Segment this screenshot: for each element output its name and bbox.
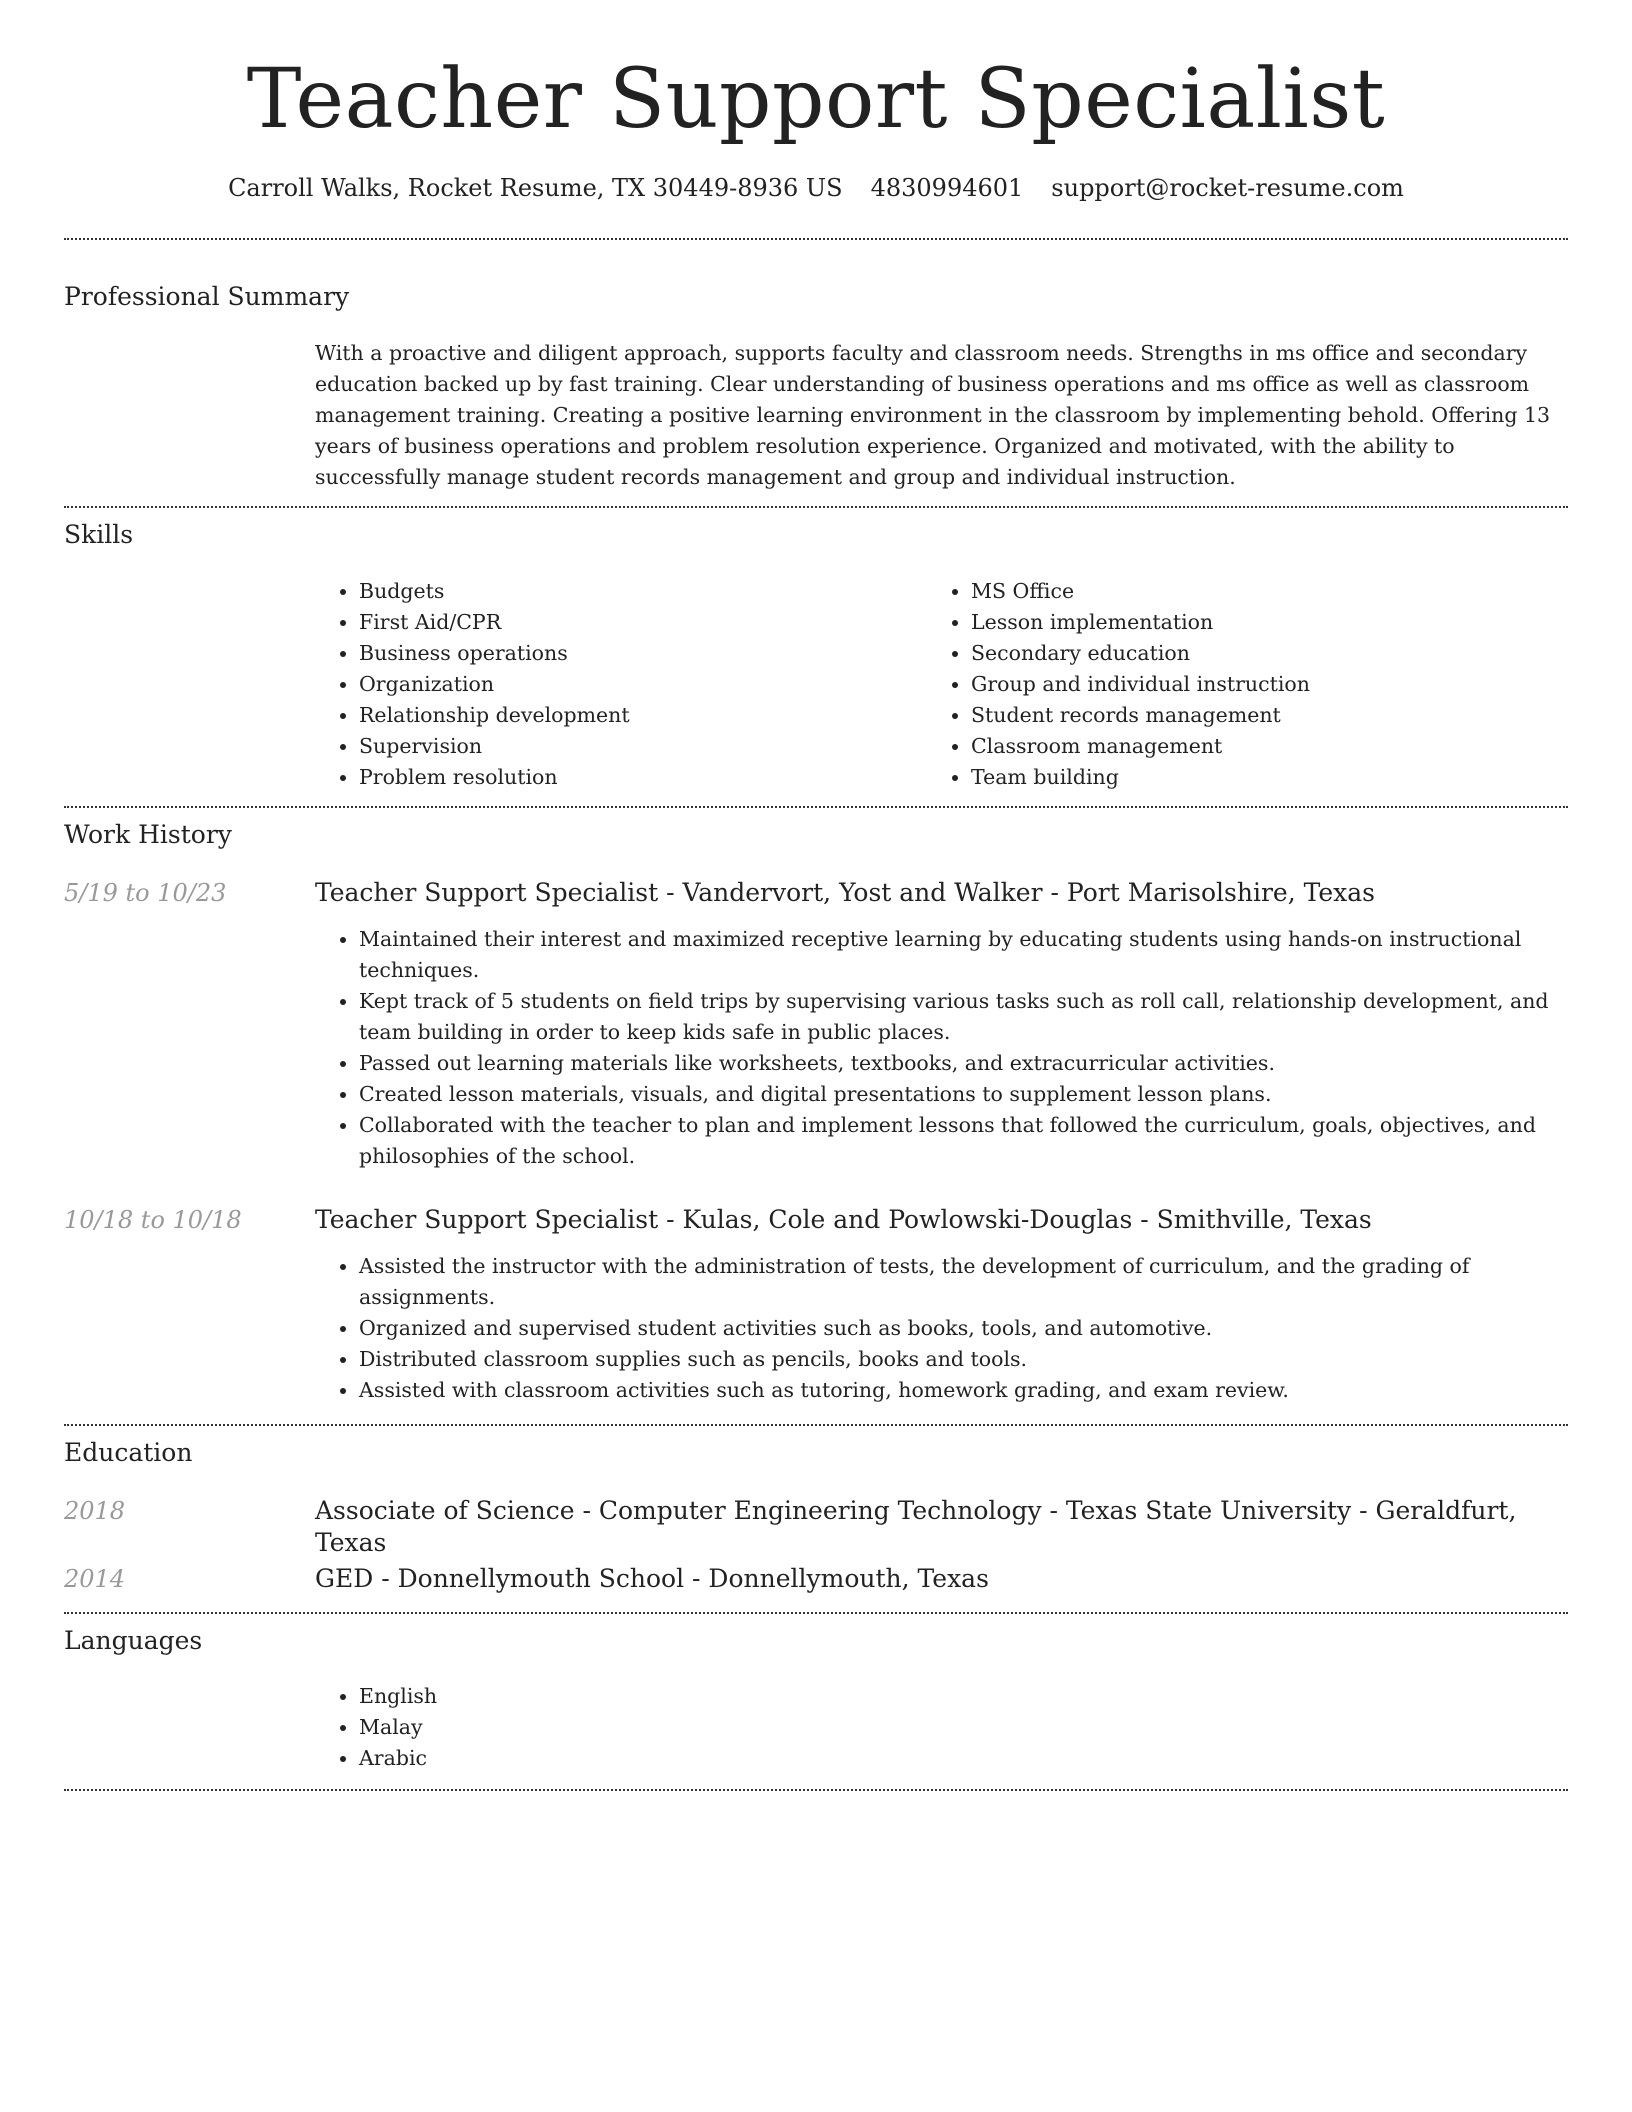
work-heading: Work History: [64, 820, 232, 849]
job-bullet: • Distributed classroom supplies such as pencils, books and tools.: [359, 1344, 1565, 1375]
languages-list: [315, 1681, 1565, 1774]
skill-item: • Business operations: [359, 638, 915, 669]
job-bullets: [315, 1251, 1565, 1406]
skills-heading: Skills: [64, 520, 134, 549]
education-year: 2018: [64, 1497, 126, 1525]
section-divider: [64, 1612, 1568, 1614]
job-bullet: • Created lesson materials, visuals, and digital presentations to supplement lesson plans.: [359, 1079, 1565, 1110]
contact-address: Carroll Walks, Rocket Resume, TX 30449-8936 US: [228, 174, 843, 202]
section-divider: [64, 1789, 1568, 1791]
language-item: • Arabic: [359, 1743, 1565, 1774]
job-bullet: • Assisted the instructor with the administration of tests, the development of curriculum, and the grading of assignments.: [359, 1251, 1565, 1313]
skill-item: • Student records management: [971, 700, 1527, 731]
skills-list-right: [927, 576, 1527, 793]
job-bullet: • Assisted with classroom activities such as tutoring, homework grading, and exam review.: [359, 1375, 1565, 1406]
job-dates: 5/19 to 10/23: [64, 879, 227, 907]
skill-item: • Supervision: [359, 731, 915, 762]
education-heading: Education: [64, 1438, 193, 1467]
summary-text: With a proactive and diligent approach, supports faculty and classroom needs. Strengths in ms office and secondary education backed up by fast training. Clear understanding of business operations and ms office as well as classroom management training. Creating a positive learning environment in the classroom by implementing behold. Offering 13 years of business operations and problem resolution experience. Organized and motivated, with the ability to successfully manage student records management and group and individual instruction.: [315, 341, 1551, 489]
job-bullet: • Collaborated with the teacher to plan and implement lessons that followed the curriculum, goals, objectives, and philosophies of the school.: [359, 1110, 1565, 1172]
education-entry: [315, 1563, 1565, 1595]
language-item: • English: [359, 1681, 1565, 1712]
contact-line: [0, 172, 1632, 204]
education-degree: Associate of Science - Computer Engineering Technology - Texas State University - Geraldfurt, Texas: [315, 1496, 1517, 1557]
education-year: 2014: [64, 1565, 126, 1593]
skill-item: • Group and individual instruction: [971, 669, 1527, 700]
language-item: • Malay: [359, 1712, 1565, 1743]
skill-item: • Team building: [971, 762, 1527, 793]
job-bullet: • Organized and supervised student activities such as books, tools, and automotive.: [359, 1313, 1565, 1344]
job-bullet: • Passed out learning materials like worksheets, textbooks, and extracurricular activities.: [359, 1048, 1565, 1079]
job-dates: 10/18 to 10/18: [64, 1206, 242, 1234]
resume-header: [0, 0, 1632, 204]
section-divider: [64, 238, 1568, 240]
summary-heading: Professional Summary: [64, 282, 350, 311]
education-entry: [315, 1495, 1565, 1559]
section-divider: [64, 506, 1568, 508]
contact-phone: 4830994601: [870, 174, 1024, 202]
summary-section: [315, 338, 1565, 493]
languages-heading: Languages: [64, 1626, 203, 1655]
skills-column-right: [927, 576, 1527, 793]
skill-item: • Lesson implementation: [971, 607, 1527, 638]
skill-item: • Budgets: [359, 576, 915, 607]
candidate-name: Teacher Support Specialist: [246, 52, 1386, 147]
job-bullet: • Maintained their interest and maximized receptive learning by educating students using hands-on instructional techniques.: [359, 924, 1565, 986]
job-title: Teacher Support Specialist - Vandervort, Yost and Walker - Port Marisolshire, Texas: [315, 878, 1375, 907]
skill-item: • Relationship development: [359, 700, 915, 731]
skills-list-left: [315, 576, 915, 793]
skill-item: • Secondary education: [971, 638, 1527, 669]
skill-item: • Classroom management: [971, 731, 1527, 762]
job-entry: [315, 1204, 1565, 1406]
languages-section: [315, 1681, 1565, 1774]
job-entry: [315, 877, 1565, 1172]
skill-item: • First Aid/CPR: [359, 607, 915, 638]
section-divider: [64, 806, 1568, 808]
section-divider: [64, 1424, 1568, 1426]
contact-email: support@rocket-resume.com: [1051, 174, 1404, 202]
job-bullet: • Kept track of 5 students on field trips by supervising various tasks such as roll call, relationship development, and team building in order to keep kids safe in public places.: [359, 986, 1565, 1048]
education-degree: GED - Donnellymouth School - Donnellymouth, Texas: [315, 1564, 989, 1593]
skill-item: • MS Office: [971, 576, 1527, 607]
skill-item: • Organization: [359, 669, 915, 700]
job-title: Teacher Support Specialist - Kulas, Cole and Powlowski-Douglas - Smithville, Texas: [315, 1205, 1372, 1234]
skill-item: • Problem resolution: [359, 762, 915, 793]
skills-column-left: [315, 576, 915, 793]
job-bullets: [315, 924, 1565, 1172]
